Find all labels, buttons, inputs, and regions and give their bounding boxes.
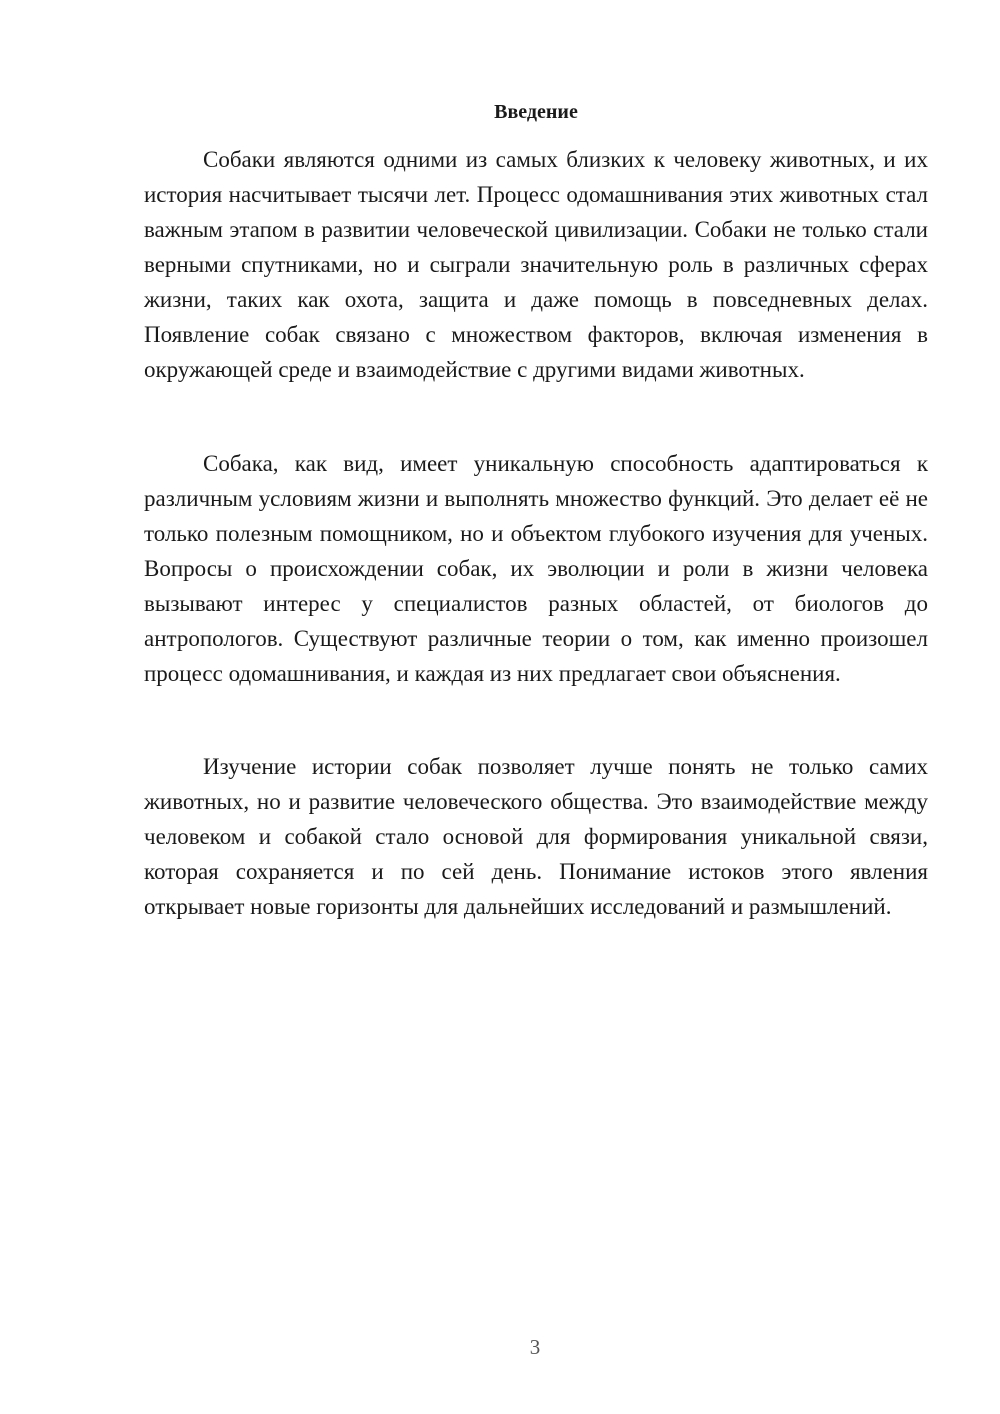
paragraph-2: Собака, как вид, имеет уникальную способность адаптироваться к различным условиям жизни и выполнять множество функций. Это делает её не только полезным помощником, но и объектом глубокого изучения для ученых. Вопросы о происхождении собак, их эволюции и роли в жизни человека вызывают интерес у специалистов разных областей, от биологов до антропологов. Существуют различные теории о том, как именно произошел процесс одомашнивания, и каждая из них предлагает свои объяснения.: [144, 451, 928, 686]
paragraph-1-block: [144, 142, 928, 387]
paragraph-3: Изучение истории собак позволяет лучше понять не только самих животных, но и развитие человеческого общества. Это взаимодействие между человеком и собакой стало основой для формирования уникальной связи, которая сохраняется и по сей день. Понимание истоков этого явления открывает новые горизонты для дальнейших исследований и размышлений.: [144, 754, 928, 919]
paragraph-2-block: [144, 446, 928, 691]
paragraph-3-block: [144, 749, 928, 924]
page-title: Введение: [494, 101, 578, 123]
page-number: 3: [529, 1335, 541, 1359]
paragraph-1: Собаки являются одними из самых близких к человеку животных, и их история насчитывает тысячи лет. Процесс одомашнивания этих животных стал важным этапом в развитии человеческой цивилизации. Собаки не только стали верными спутниками, но и сыграли значительную роль в различных сферах жизни, таких как охота, защита и даже помощь в повседневных делах. Появление собак связано с множеством факторов, включая изменения в окружающей среде и взаимодействие с другими видами животных.: [144, 147, 928, 382]
